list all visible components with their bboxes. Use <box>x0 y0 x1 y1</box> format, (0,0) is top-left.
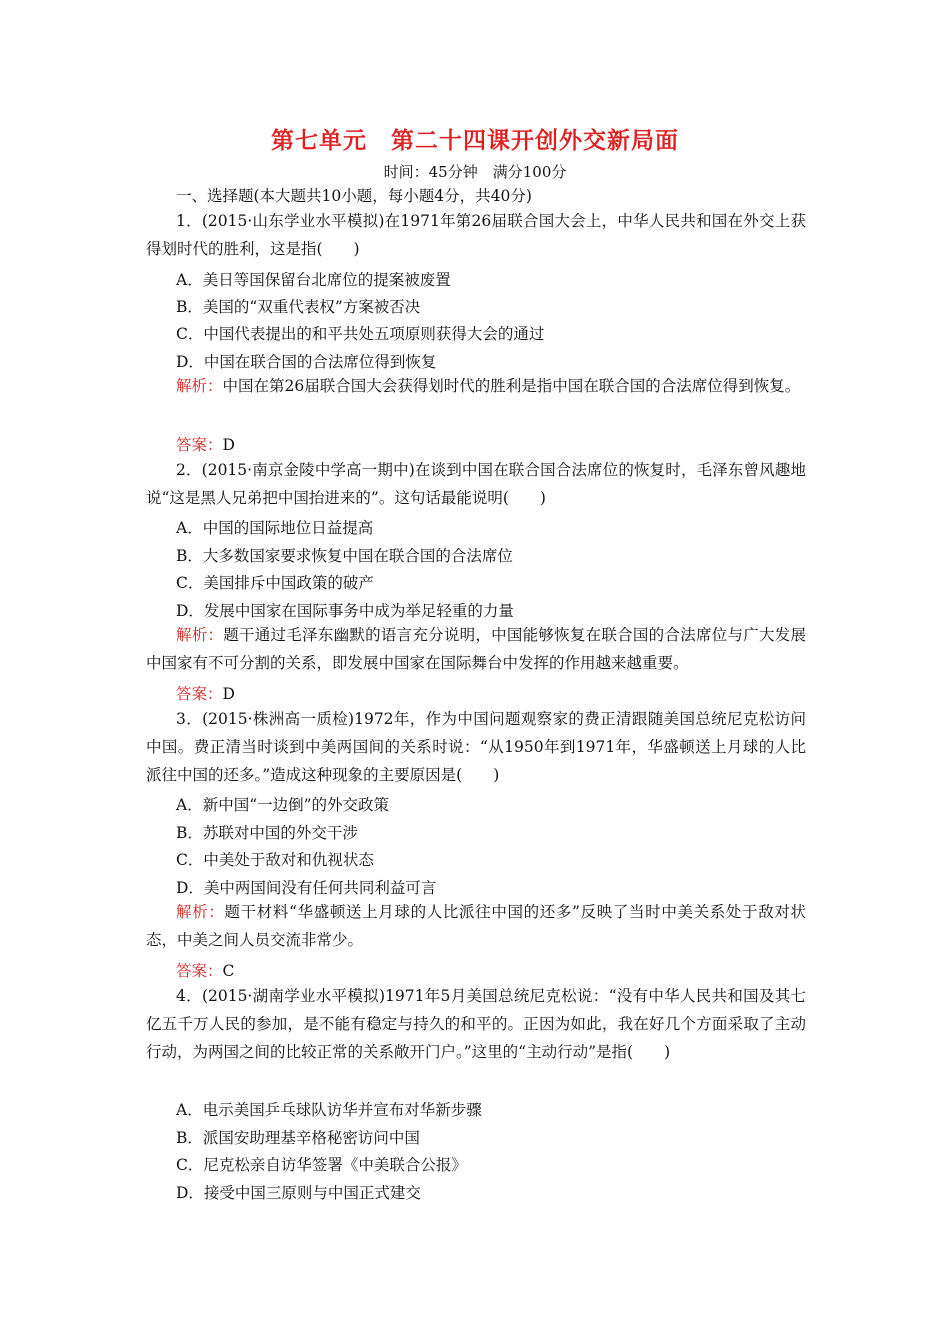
answer-label: 答案： <box>176 436 223 454</box>
section-heading: 一、选择题(本大题共10小题，每小题4分，共40分) <box>176 187 532 205</box>
page-title: 第七单元 第二十四课开创外交新局面 <box>271 128 679 154</box>
question-2-option-c: C．美国排斥中国政策的破产 <box>176 574 374 592</box>
answer-label: 答案： <box>176 962 223 980</box>
question-2-answer: 答案：D <box>176 685 235 703</box>
question-4-option-d: D．接受中国三原则与中国正式建交 <box>176 1184 421 1202</box>
analysis-label: 解析： <box>176 903 225 921</box>
question-4-option-b: B．派国安助理基辛格秘密访问中国 <box>176 1129 420 1147</box>
question-2-analysis: 解析：题干通过毛泽东幽默的语言充分说明，中国能够恢复在联合国的合法席位与广大发展中国家有不可分割的关系，即发展中国家在国际舞台中发挥的作用越来越重要。 <box>146 626 806 672</box>
question-2-option-d: D．发展中国家在国际事务中成为举足轻重的力量 <box>176 602 514 620</box>
analysis-label: 解析： <box>176 377 223 395</box>
question-1-option-c: C．中国代表提出的和平共处五项原则获得大会的通过 <box>176 325 545 343</box>
question-3-stem: 3．(2015·株洲高一质检)1972年，作为中国问题观察家的费正清跟随美国总统尼克松访问中国。费正清当时谈到中美两国间的关系时说：“从1950年到1971年，华盛顿送上月球的人比派往中国的还多。”造成这种现象的主要原因是( ) <box>146 710 806 784</box>
analysis-label: 解析： <box>176 626 224 644</box>
question-2-stem: 2．(2015·南京金陵中学高一期中)在谈到中国在联合国合法席位的恢复时，毛泽东曾风趣地说“这是黑人兄弟把中国抬进来的”。这句话最能说明( ) <box>146 461 806 507</box>
answer-label: 答案： <box>176 685 223 703</box>
question-1-answer: 答案：D <box>176 436 235 454</box>
question-3-answer: 答案：C <box>176 962 235 980</box>
question-3-option-d: D．美中两国间没有任何共同利益可言 <box>176 879 437 897</box>
question-3-option-b: B．苏联对中国的外交干涉 <box>176 824 358 842</box>
question-2-option-b: B．大多数国家要求恢复中国在联合国的合法席位 <box>176 547 513 565</box>
question-4-stem: 4．(2015·湖南学业水平模拟)1971年5月美国总统尼克松说：“没有中华人民共和国及其七亿五千万人民的参加，是不能有稳定与持久的和平的。正因为如此，我在好几个方面采取了主动行动，为两国之间的比较正常的关系敞开门户。”这里的“主动行动”是指( ) <box>146 987 806 1061</box>
question-4-option-a: A．电示美国乒乓球队访华并宣布对华新步骤 <box>176 1101 482 1119</box>
question-1-stem: 1．(2015·山东学业水平模拟)在1971年第26届联合国大会上，中华人民共和国在外交上获得划时代的胜利，这是指( ) <box>146 212 806 258</box>
question-1-option-a: A．美日等国保留台北席位的提案被废置 <box>176 271 451 289</box>
question-2-option-a: A．中国的国际地位日益提高 <box>176 519 374 537</box>
exam-info: 时间：45分钟 满分100分 <box>383 163 567 181</box>
question-3-analysis: 解析：题干材料“华盛顿送上月球的人比派往中国的还多”反映了当时中美关系处于敌对状态，中美之间人员交流非常少。 <box>146 903 806 949</box>
question-3-option-c: C．中美处于敌对和仇视状态 <box>176 851 374 869</box>
question-1-option-d: D．中国在联合国的合法席位得到恢复 <box>176 353 437 371</box>
question-3-option-a: A．新中国“一边倒”的外交政策 <box>176 796 390 814</box>
question-4-option-c: C．尼克松亲自访华签署《中美联合公报》 <box>176 1156 467 1174</box>
question-1-analysis: 解析：中国在第26届联合国大会获得划时代的胜利是指中国在联合国的合法席位得到恢复。 <box>176 377 801 395</box>
question-1-option-b: B．美国的“双重代表权”方案被否决 <box>176 298 421 316</box>
